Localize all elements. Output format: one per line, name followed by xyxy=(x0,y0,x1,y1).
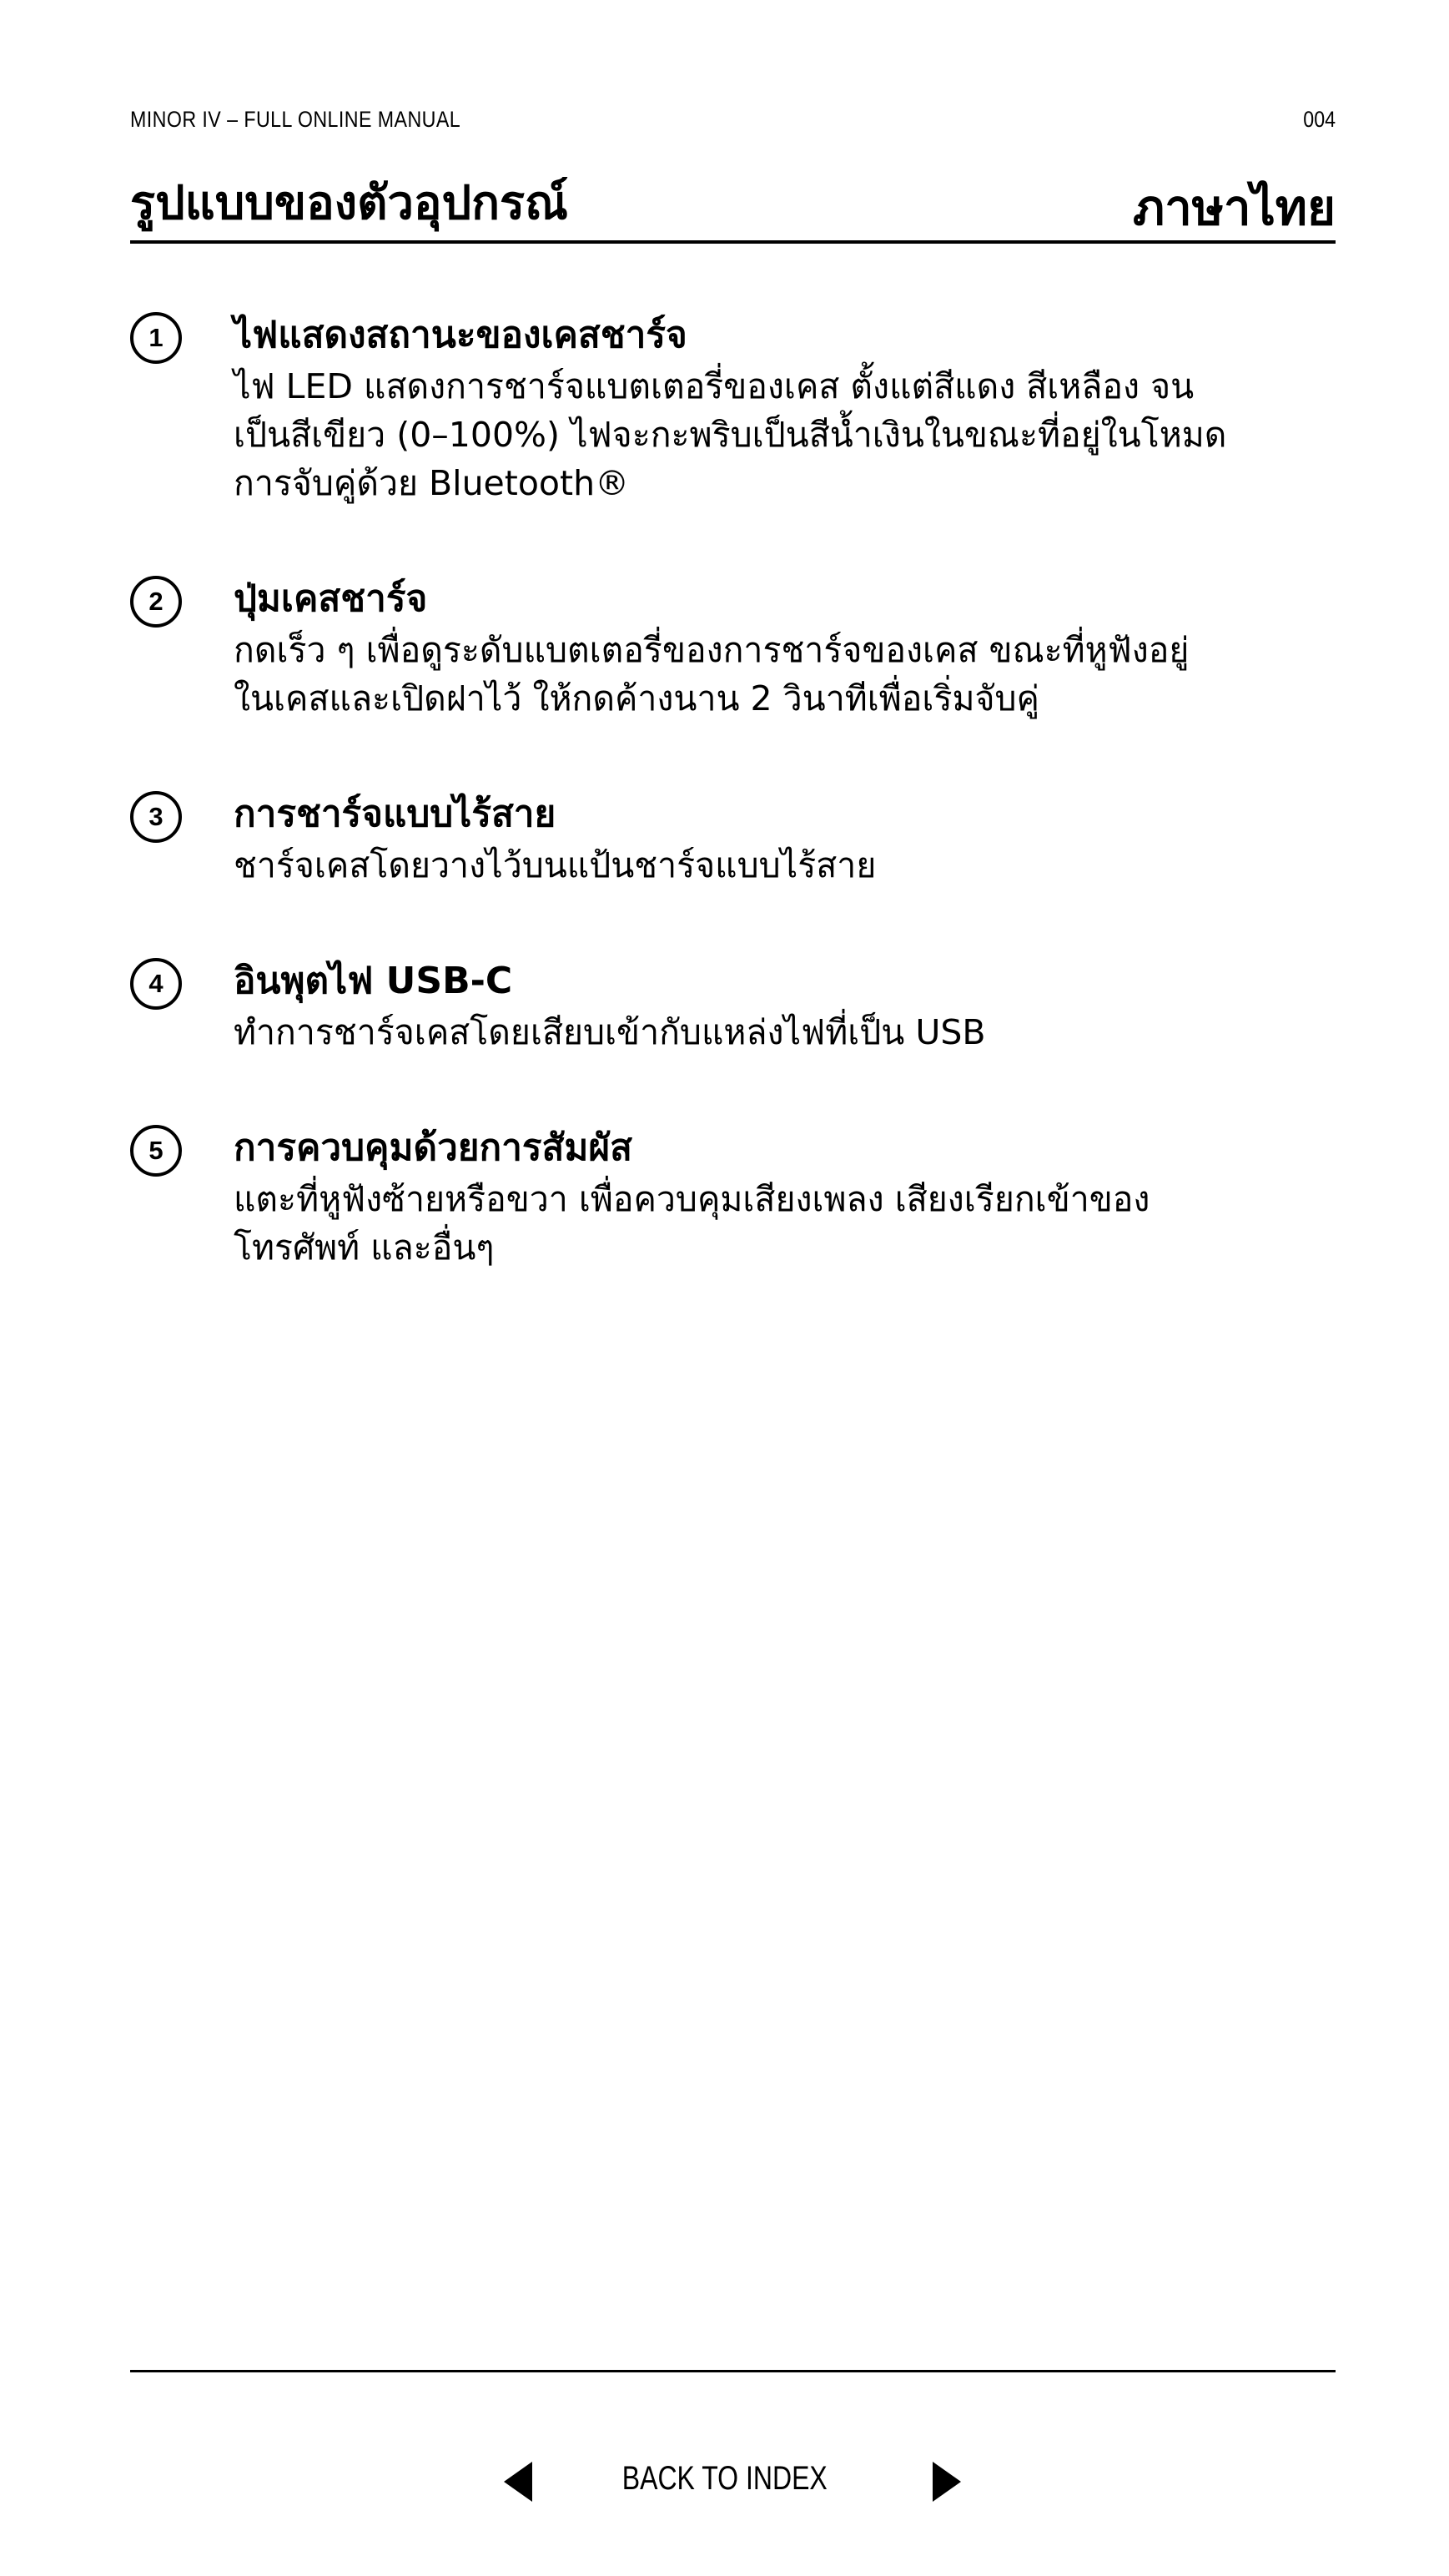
item-number-badge: 3 xyxy=(130,791,182,843)
footer-divider xyxy=(130,2370,1336,2372)
running-header xyxy=(130,107,1336,137)
feature-title: ปุ่มเคสชาร์จ xyxy=(234,577,428,620)
page-title: รูปแบบของตัวอุปกรณ์ xyxy=(130,176,568,230)
feature-title: การชาร์จแบบไร้สาย xyxy=(234,793,556,835)
feature-list xyxy=(130,309,1336,1337)
item-number-badge: 4 xyxy=(130,958,182,1010)
feature-description: กดเร็ว ๆ เพื่อดูระดับแบตเตอรี่ของการชาร์จของเคส ขณะที่หูฟังอยู่ ในเคสและเปิดฝาไว้ ให้กดค้างนาน 2 วินาทีเพื่อเริ่มจับคู่ xyxy=(234,630,1190,718)
feature-description: แตะที่หูฟังซ้ายหรือขวา เพื่อควบคุมเสียงเพลง เสียงเรียกเข้าของ โทรศัพท์ และอื่นๆ xyxy=(234,1179,1150,1268)
feature-item xyxy=(130,1122,1336,1272)
feature-item xyxy=(130,572,1336,723)
back-to-index-link[interactable] xyxy=(0,2460,1449,2498)
triangle-right-icon[interactable] xyxy=(933,2462,961,2502)
language-label: ภาษาไทย xyxy=(1133,179,1336,236)
feature-description: ทำการชาร์จเคสโดยเสียบเข้ากับแหล่งไฟที่เป็น USB xyxy=(234,1012,986,1052)
feature-title: ไฟแสดงสถานะของเคสชาร์จ xyxy=(234,314,687,356)
feature-title: การควบคุมด้วยการสัมผัส xyxy=(234,1127,633,1169)
title-row xyxy=(130,160,1336,244)
footer-navigation xyxy=(0,2457,1449,2507)
item-number-badge: 2 xyxy=(130,576,182,628)
feature-title: อินพุตไฟ USB-C xyxy=(234,960,513,1002)
feature-item xyxy=(130,309,1336,507)
feature-description: ชาร์จเคสโดยวางไว้บนแป้นชาร์จแบบไร้สาย xyxy=(234,845,877,885)
feature-item xyxy=(130,955,1336,1056)
running-title: MINOR IV – FULL ONLINE MANUAL xyxy=(130,107,461,132)
item-number-badge: 5 xyxy=(130,1125,182,1177)
back-to-index-label: BACK TO INDEX xyxy=(621,2460,828,2497)
item-number-badge: 1 xyxy=(130,312,182,364)
page-number: 004 xyxy=(1303,107,1336,132)
feature-item xyxy=(130,788,1336,890)
feature-description: ไฟ LED แสดงการชาร์จแบตเตอรี่ของเคส ตั้งแต่สีแดง สีเหลือง จน เป็นสีเขียว (0–100%) ไฟจะกะพริบเป็นสีน้ำเงินในขณะที่อยู่ในโหมด การจับคู่ด้วย Bluetooth® xyxy=(234,366,1227,503)
